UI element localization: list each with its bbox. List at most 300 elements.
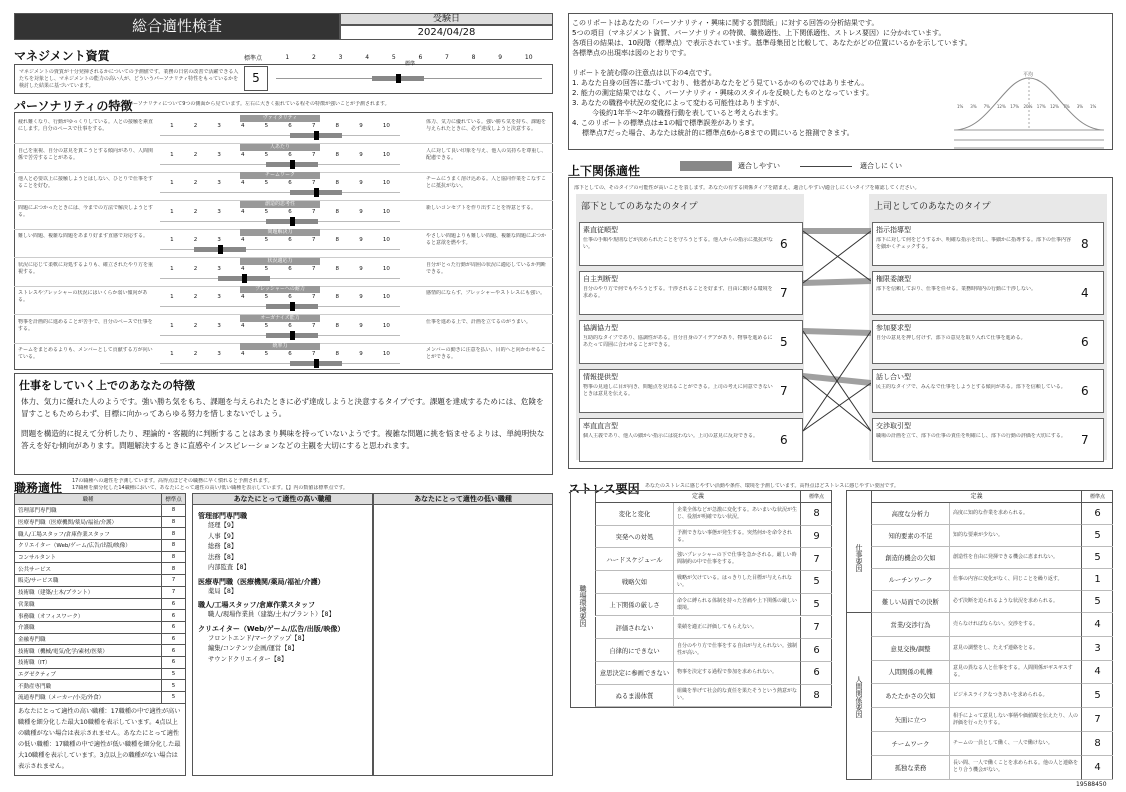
rel-type-cell — [872, 222, 1104, 266]
stress-right-table — [846, 490, 1113, 780]
scale-tick: 8 — [335, 294, 340, 300]
rel-type-cell — [579, 271, 803, 315]
scale-tick: 9 — [359, 322, 363, 329]
scale-tick: 2 — [193, 151, 198, 158]
high-job-item: 経理【9】 — [208, 522, 238, 529]
jobs-col-score: 標準点 — [162, 494, 186, 505]
rel-type-desc: 民主的なタイプで、みんなで仕事をしようとする傾向がある。部下を信頼している。 — [876, 384, 1066, 390]
jobs-col-high: あなたにとって適性の高い職種 — [193, 494, 372, 505]
mgmt-score-cell — [244, 66, 268, 91]
rel-right-title: 上司としてのあなたのタイプ — [874, 202, 991, 212]
stress-factor-name: 戦略欠如 — [595, 571, 673, 594]
scale-tick: 2 — [193, 265, 198, 272]
job-row — [15, 621, 186, 633]
job-row — [15, 516, 186, 528]
jobs-sub2: 17職種を細分化した14職種において、あなたにとって適性の高い/低い職種を表示しています。【】内の数値は標準点です。 — [72, 485, 348, 491]
personality-line — [160, 135, 400, 136]
curve-pct: 12% — [1050, 104, 1059, 109]
scale-tick: 2 — [193, 237, 198, 243]
job-name: 管理部門専門職 — [15, 505, 162, 517]
mgmt-desc: マネジメントの資質が十分発揮されるかについての予測値です。業務の日常の改善で活躍できる人たちを対象とし、マネジメントの能力の高い人が、どういうパーソナリティ特性をもっているかを検討した結果に基づいています。 — [19, 69, 239, 89]
scale-tick: 6 — [288, 123, 292, 129]
high-job-category: クリエイター（Web/ゲーム/広告/出版/映像） — [198, 624, 345, 633]
date-box — [340, 25, 553, 40]
curve-pct: 1% — [957, 104, 964, 109]
scale-tick: 10 — [382, 294, 390, 300]
personality-line — [160, 363, 400, 364]
stress-factor-score: 8 — [800, 685, 832, 708]
personality-title: パーソナリティの特徴 — [14, 99, 133, 113]
job-row — [15, 610, 186, 622]
personality-trait-name: プレッシャーへの耐力 — [240, 286, 320, 293]
stress-factor-name: 意思決定に参画できない — [595, 662, 673, 685]
job-name: 技術職（建築/土木/プラント） — [15, 586, 162, 598]
scale-tick: 5 — [264, 237, 269, 243]
stress-factor-desc: 意見の異なる人と仕事をする。人間関係がギスギスする。 — [949, 661, 1081, 685]
job-name: 職人/工場スタッフ/倉庫作業スタッフ — [15, 528, 162, 540]
job-name: 技術職（機械/電気/化学/素材/医薬） — [15, 645, 162, 657]
scale-tick: 3 — [217, 123, 221, 129]
stress-group-work: 仕事要因 — [847, 503, 871, 613]
rel-title: 上下関係適性 — [568, 164, 641, 178]
jobs-title: 職務適性 — [14, 481, 63, 495]
personality-sub: パーソナリティについて9つの側面から見ています。左右に大きく振れている程その特徴が強いことが予測されます。 — [128, 101, 390, 107]
personality-marker — [218, 245, 223, 254]
scale-tick: 1 — [170, 123, 174, 129]
scale-tick: 3 — [217, 237, 221, 243]
personality-left-desc: ストレスやプレッシャーの状況にはいくらか弱い傾向がある。 — [18, 290, 148, 303]
stress-factor-desc: 知的な要素が少ない。 — [949, 525, 1081, 547]
intro-l4: 各標準点の出現率は図のとおりです。 — [572, 49, 691, 57]
personality-left-desc: 問題にぶつかったときには、今までの方法で解決しようとする。 — [18, 204, 154, 218]
scale-tick: 9 — [359, 180, 363, 186]
job-score: 8 — [162, 551, 186, 563]
scale-tick: 1 — [170, 322, 174, 329]
scale-tick: 6 — [288, 294, 292, 300]
stress-factor-score: 1 — [1081, 569, 1113, 591]
rel-type-cell — [872, 271, 1104, 315]
curve-pct: 20% — [1023, 104, 1033, 109]
rel-type-desc: 物事の見通しに目が向き、問題点を見出ることができる。上司の考えに同意できないときは意見を伝える。 — [583, 384, 773, 397]
rel-type-name: 話し合い型 — [876, 373, 911, 381]
curve-pct: 12% — [996, 104, 1006, 109]
rel-type-cell — [579, 222, 803, 266]
stress-factor-desc: 予測できない事態が発生する。突然何かを命令される。 — [673, 526, 800, 549]
stress-sub: あなたのストレスに感じやすい活動や条件、環境を予測しています。高得点ほどストレスに感じやすい要因です。 — [645, 483, 899, 489]
scale-tick: 10 — [382, 351, 390, 357]
stress-factor-name: 自律的にできない — [595, 639, 673, 662]
rel-type-name: 指示指導型 — [876, 226, 911, 234]
scale-tick: 5 — [264, 351, 269, 357]
mgmt-scale: 1 2 3 4 5 6 7 8 9 10 — [285, 54, 533, 61]
job-score: 6 — [162, 598, 186, 610]
legend-bad-label: 適合しにくい — [860, 162, 902, 170]
scale-tick: 5 — [264, 322, 269, 329]
stress-group-human: 人間関係要因 — [855, 675, 863, 718]
rel-type-score: 5 — [780, 335, 788, 349]
scale-tick: 6 — [288, 237, 292, 243]
scale-tick: 4 — [240, 265, 245, 272]
job-row — [15, 598, 186, 610]
rel-type-name: 協調協力型 — [583, 324, 618, 332]
scale-tick: 3 — [217, 151, 221, 158]
personality-scale — [160, 351, 400, 357]
rel-type-cell — [579, 369, 803, 413]
rel-type-cell — [872, 418, 1104, 462]
personality-right-desc: 新しいコンセプトを作り出すことを得意とする。 — [426, 204, 537, 211]
high-job-item: 編集/コンテンツ企画/運営【8】 — [208, 645, 298, 652]
curve-pct: 3% — [970, 104, 977, 109]
personality-right-desc: メンバーの動きに注意を払い、目的へと向かわせることができる。 — [426, 347, 546, 360]
job-row — [15, 563, 186, 575]
mgmt-score-label: 標準点 — [244, 55, 263, 62]
stress-factor-name: 難しい局面での決断 — [871, 591, 949, 613]
scale-tick: 5 — [264, 265, 269, 272]
stress-factor-score: 6 — [800, 662, 832, 685]
scale-tick: 3 — [217, 351, 221, 357]
scale-tick: 6 — [288, 265, 292, 272]
stress-factor-name: 孤独な業務 — [871, 756, 949, 780]
personality-right-desc: 仕事を進める上で、計画を立てるのがうまい。 — [426, 318, 531, 325]
intro-box — [568, 13, 1113, 150]
high-job-item: 法務【8】 — [208, 553, 238, 561]
scale-tick: 9 — [359, 123, 363, 129]
job-score: 7 — [162, 586, 186, 598]
personality-left-desc: 状況に応じて柔軟に対処するよりも、確立されたやり方を重視する。 — [18, 261, 154, 275]
high-job-category: 職人/工場スタッフ/倉庫作業スタッフ — [198, 601, 316, 609]
personality-scale — [160, 209, 400, 215]
personality-marker — [242, 274, 247, 283]
jobs-note-box — [14, 703, 186, 776]
scale-tick: 4 — [240, 351, 245, 357]
stress-factor-score: 5 — [800, 571, 832, 594]
job-name: 介護職 — [15, 621, 162, 633]
rel-type-score: 7 — [1081, 433, 1089, 447]
scale-tick: 1 — [170, 208, 174, 215]
legend-good-label: 適合しやすい — [738, 162, 780, 170]
stress-title: ストレス要因 — [568, 482, 640, 496]
rel-type-cell — [579, 320, 803, 364]
scale-tick: 3 — [217, 265, 221, 272]
scale-tick: 8 — [335, 322, 340, 329]
stress-factor-score: 8 — [1081, 732, 1113, 756]
legend-good-swatch — [680, 161, 732, 171]
stress-factor-score: 4 — [1081, 756, 1113, 780]
scale-tick: 2 — [193, 351, 198, 357]
stress-factor-score: 7 — [1081, 708, 1113, 732]
curve-pct: 1% — [1090, 104, 1097, 109]
rel-type-desc: 職場の計画を立て、部下の仕事の責任を明確にし、部下の行動の評価を大切にする。 — [876, 433, 1066, 439]
stress-factor-desc: 企業全体などが急激に変化する。あいまいな状況が生じ、役割が明確でない状況。 — [673, 503, 800, 526]
job-name: 販売/サービス職 — [15, 575, 162, 587]
curve-pct: 17% — [1036, 104, 1046, 109]
stress-factor-score: 5 — [1081, 591, 1113, 613]
stress-factor-desc: 組織を挙げて社会的な責任を果たそうという熱意がない。 — [673, 685, 800, 708]
scale-tick: 2 — [193, 208, 198, 215]
stress-factor-desc: 物事を決定する過程で参加を求められない。 — [673, 662, 800, 685]
stress-factor-name: ハードスケジュール — [595, 548, 673, 571]
rel-type-desc: 仕事の手順や規則などが決められたことを守ろうとする。他人からの指示に抵抗がない。 — [583, 237, 773, 250]
rel-type-score: 4 — [1081, 286, 1089, 300]
stress-factor-desc: 長い間、一人で働くことを求められる。他の人と連絡をとり合う機会がない。 — [949, 756, 1081, 780]
stress-factor-name: 矢面に立つ — [871, 708, 949, 732]
scale-tick: 4 — [240, 237, 245, 243]
stress-factor-desc: チームの一員として働く、一人で働けない。 — [949, 732, 1081, 756]
personality-trait-name: ヴァイタリティ — [240, 115, 320, 122]
stress-col-score-left: 標準点 — [800, 491, 832, 503]
scale-tick: 9 — [359, 265, 363, 272]
personality-scale — [160, 237, 400, 243]
job-row — [15, 528, 186, 540]
date-label: 受験日 — [432, 14, 460, 24]
exam-date: 2024/04/28 — [417, 27, 476, 38]
job-row — [15, 633, 186, 645]
job-score: 8 — [162, 563, 186, 575]
job-score: 8 — [162, 505, 186, 517]
rel-type-cell — [579, 418, 803, 462]
personality-trait-name: 問題解決力 — [240, 229, 320, 236]
personality-right-desc: 体力、気力に優れている。強い勝ち気を持ち、課題を与えられたときに、必ず達成しようと決意する。 — [426, 119, 547, 132]
personality-scale — [160, 323, 400, 329]
stress-factor-desc: 仕事の内容に変化がなく、同じことを繰り返す。 — [949, 569, 1081, 591]
stress-left-table — [570, 490, 832, 708]
personality-trait-name: 状況適応力 — [240, 258, 320, 265]
high-job-item: 総務【8】 — [208, 543, 238, 550]
personality-marker — [290, 331, 295, 340]
personality-line — [160, 192, 400, 193]
stress-factor-desc: 命令に縛られる体制を持った苦痛や上下関係の厳しい環境。 — [673, 594, 800, 617]
stress-factor-name: 突発への対処 — [595, 526, 673, 549]
stress-factor-name: 変化と変化 — [595, 503, 673, 526]
date-label-box — [340, 13, 553, 25]
scale-tick: 9 — [359, 351, 363, 357]
job-name: コンサルタント — [15, 551, 162, 563]
rel-type-score: 7 — [780, 384, 788, 398]
scale-tick: 5 — [264, 123, 269, 129]
rel-type-name: 参加要求型 — [876, 324, 911, 332]
jobs-col-low: あなたにとって適性の低い職種 — [374, 494, 552, 505]
personality-right-desc: やさしい問題よりも難しい問題、複雑な問題にぶつかると意欲を燃やす。 — [426, 233, 547, 246]
mgmt-box — [14, 64, 553, 94]
job-score: 6 — [162, 610, 186, 622]
rel-type-score: 8 — [1081, 237, 1089, 251]
personality-line — [160, 278, 400, 279]
high-job-item: フロントエンド/マークアップ【8】 — [208, 634, 308, 642]
stress-factor-desc: 自分のやり方で仕事をする自由が与えられない。強制性が高い。 — [673, 639, 800, 662]
stress-factor-score: 7 — [800, 548, 832, 571]
intro-n1: 1. あなた自身の回答に基づいており、他者があなたをどう見ているかのものではありません。 — [572, 79, 869, 87]
rel-type-desc: 自分の意見を押し付けず、部下の意見を取り入れて仕事を進める。 — [876, 335, 1026, 341]
job-name: 医療専門職（医療機関/薬局/福祉/介護） — [15, 516, 162, 528]
personality-trait-name: 人あたり — [240, 144, 320, 151]
scale-tick: 8 — [335, 151, 340, 158]
mgmt-score: 5 — [252, 71, 260, 85]
job-score: 6 — [162, 645, 186, 657]
scale-tick: 9 — [359, 208, 363, 215]
scale-tick: 1 — [170, 351, 174, 357]
stress-factor-desc: 意見の調整をし、たえず連絡をとる。 — [949, 637, 1081, 661]
rel-type-score: 6 — [780, 237, 788, 251]
jobs-high-box — [192, 493, 373, 776]
scale-tick: 4 — [240, 151, 245, 158]
report-title: 総合適性検査 — [131, 17, 222, 35]
personality-marker — [290, 160, 295, 169]
job-score: 8 — [162, 528, 186, 540]
job-score: 6 — [162, 633, 186, 645]
jobs-table — [14, 493, 186, 704]
stress-factor-score: 3 — [1081, 637, 1113, 661]
scale-tick: 10 — [382, 208, 390, 215]
distribution-curve — [949, 70, 1109, 150]
scale-tick: 10 — [382, 237, 390, 243]
scale-tick: 7 — [311, 351, 316, 357]
stress-factor-name: チームワーク — [871, 732, 949, 756]
jobs-note: あなたにとって適性の高い職種：17職種の中で適性が高い職種を細分化した最大10職種を表示しています。4点以上の職種がない場合は表示されません。あなたにとって適性の低い職種：17職種の中で適性が低い職種を細分化した最大10職種を表示しています。3点以上の職種がない場合は表示されません。 — [18, 708, 181, 770]
job-name: 流通専門職（メーカー/小売/外食） — [15, 692, 162, 704]
job-score: 8 — [162, 540, 186, 552]
intro-n4: 4. このリポートの標準点は±1の幅で標準誤差があります。 — [572, 119, 759, 127]
job-row — [15, 575, 186, 587]
stress-factor-name: ルーチンワーク — [871, 569, 949, 591]
high-job-item: サウンドクリエイター【8】 — [208, 655, 288, 663]
stress-factor-score: 9 — [800, 526, 832, 549]
footer-code: 19588450 — [1076, 781, 1107, 788]
scale-tick: 4 — [240, 294, 245, 300]
high-job-item: 職人/現場作業員（建築/土木/プラント）【8】 — [208, 611, 335, 618]
rel-type-desc: 部下に対して何をどうするか、明確な指示を出し、事細かに指導する。部下の仕事内容を細かくチェックする。 — [876, 237, 1072, 250]
high-job-category: 医療専門職（医療機関/薬局/福祉/介護） — [198, 577, 325, 586]
job-score: 5 — [162, 692, 186, 704]
personality-left-desc: 難しい問題、複雑な問題をあまり好まず直感で対応する。 — [18, 233, 149, 239]
stress-factor-desc: 業績を適正に評価してもらえない。 — [673, 617, 800, 640]
job-score: 6 — [162, 621, 186, 633]
stress-factor-name: 人間関係の軋轢 — [871, 661, 949, 685]
job-row — [15, 645, 186, 657]
scale-tick: 10 — [382, 123, 390, 129]
rel-type-name: 情報提供型 — [583, 373, 618, 381]
rel-box — [568, 177, 1113, 469]
rel-type-name: 権限委譲型 — [876, 275, 911, 283]
work-box — [14, 373, 553, 475]
stress-factor-name: 評価されない — [595, 617, 673, 640]
personality-trait-name: オーガナイズ能力 — [240, 315, 320, 322]
mgmt-marker — [396, 74, 401, 83]
scale-tick: 6 — [288, 208, 292, 215]
rel-type-desc: 個人主義であり、他人の細かい指示には従わない。上司の意見に反対できる。 — [583, 433, 759, 439]
job-row — [15, 540, 186, 552]
curve-pct: 3% — [1076, 104, 1084, 109]
mgmt-avg-label: 標準 — [405, 61, 416, 67]
report-title-box — [14, 13, 340, 40]
job-score: 5 — [162, 668, 186, 680]
personality-right-desc: 自分がとった行動が周囲の状況に適応しているか判断できる。 — [426, 261, 546, 275]
job-name: 営業職 — [15, 598, 162, 610]
personality-right-desc: チームにうまく溶け込める。人と協同作業をこなすことに抵抗がない。 — [426, 176, 547, 189]
scale-tick: 1 — [170, 294, 174, 300]
intro-n2: 2. 能力の測定結果ではなく、パーソナリティ・興味のスタイルを反映したものとなっています。 — [572, 89, 874, 97]
stress-factor-name: ぬるま湯体質 — [595, 685, 673, 708]
work-p1: 体力、気力に優れた人のようです。強い勝ち気をもち、課題を与えられたときに必ず達成しようと決意するタイプです。課題を達成するためには、危険を冒すこともためらわず、目標に向かってあらゆる努力を惜しまないでしょう。 — [21, 397, 544, 418]
scale-tick: 6 — [288, 151, 292, 158]
intro-l2: 5つの項目（マネジメント資質、パーソナリティの特徴、職務適性、上下関係適性、ストレス要因）に分かれています。 — [572, 29, 946, 37]
rel-connections — [803, 218, 871, 448]
personality-left-desc: 自己を重視、自分の意見を貫こうとする傾向があり、人間関係で苦労することがある。 — [18, 147, 154, 161]
intro-n3: 3. あなたの職務や状況の変化によって変わる可能性はありますが、 — [572, 99, 784, 107]
personality-marker — [290, 302, 295, 311]
intro-notes-head: リポートを読む際の注意点は以下の4点です。 — [572, 69, 716, 77]
rel-type-desc: 自分のやり方で何でもやろうとする。干渉されることを好まず、自由に動ける環境を求める。 — [583, 286, 773, 299]
stress-factor-score: 4 — [1081, 661, 1113, 685]
scale-tick: 8 — [335, 208, 340, 215]
job-row — [15, 656, 186, 668]
personality-scale — [160, 180, 400, 186]
personality-scale — [160, 123, 400, 129]
job-score: 6 — [162, 656, 186, 668]
rel-type-cell — [872, 369, 1104, 413]
personality-scale — [160, 294, 400, 300]
stress-factor-score: 4 — [1081, 613, 1113, 637]
stress-factor-name: 営業/交渉行為 — [871, 613, 949, 637]
scale-tick: 1 — [170, 237, 174, 243]
scale-tick: 3 — [217, 322, 221, 329]
scale-tick: 9 — [359, 294, 363, 300]
job-name: 不動産専門職 — [15, 680, 162, 692]
rel-left-title: 部下としてのあなたのタイプ — [581, 202, 698, 212]
job-name: エグゼクティブ — [15, 668, 162, 680]
scale-tick: 1 — [170, 180, 174, 186]
intro-n4b: 標準点7だった場合、あなたは統計的に標準点6から8までの間にいると推測できます。 — [582, 129, 854, 137]
scale-tick: 8 — [335, 351, 340, 357]
scale-tick: 10 — [382, 265, 390, 272]
scale-tick: 5 — [264, 180, 269, 186]
scale-tick: 8 — [335, 237, 340, 243]
intro-l3: 各項目の結果は、10段階（標準点）で表示されています。基準母集団と比較して、あなたがどの位置にいるかを示しています。 — [572, 39, 972, 47]
scale-tick: 7 — [311, 294, 316, 300]
scale-tick: 2 — [193, 322, 198, 329]
stress-factor-name: 知的要素の不足 — [871, 525, 949, 547]
job-score: 8 — [162, 516, 186, 528]
scale-tick: 3 — [217, 208, 221, 215]
scale-tick: 5 — [264, 294, 269, 300]
scale-tick: 9 — [359, 151, 363, 158]
personality-trait-name: 創造的思考性 — [240, 201, 320, 208]
stress-factor-name: 高度な分析力 — [871, 503, 949, 525]
stress-factor-desc: 必ず決断を迫られるような状況を求められる。 — [949, 591, 1081, 613]
rel-type-score: 7 — [780, 286, 788, 300]
stress-factor-desc: 戦略が欠けている。はっきりした目標が与えられない。 — [673, 571, 800, 594]
high-job-item: 内部監査【8】 — [208, 564, 250, 571]
personality-right-desc: 感情的にならず、プレッシャーやストレスにも強い。 — [426, 290, 546, 296]
stress-factor-score: 5 — [800, 594, 832, 617]
scale-tick: 7 — [311, 123, 316, 129]
rel-type-score: 6 — [1081, 384, 1089, 398]
job-score: 7 — [162, 575, 186, 587]
stress-factor-score: 5 — [1081, 684, 1113, 708]
stress-factor-name: 意見交換/調整 — [871, 637, 949, 661]
scale-tick: 10 — [382, 151, 390, 158]
stress-factor-score: 7 — [800, 617, 832, 640]
stress-factor-name: 創造的機会の欠如 — [871, 547, 949, 569]
scale-tick: 10 — [382, 322, 390, 329]
job-score: 5 — [162, 680, 186, 692]
personality-marker — [314, 131, 319, 140]
rel-type-score: 6 — [1081, 335, 1089, 349]
curve-pct: 7% — [983, 104, 990, 109]
scale-tick: 1 — [170, 151, 174, 158]
job-row — [15, 692, 186, 704]
scale-tick: 10 — [382, 180, 390, 186]
stress-factor-score: 5 — [1081, 547, 1113, 569]
